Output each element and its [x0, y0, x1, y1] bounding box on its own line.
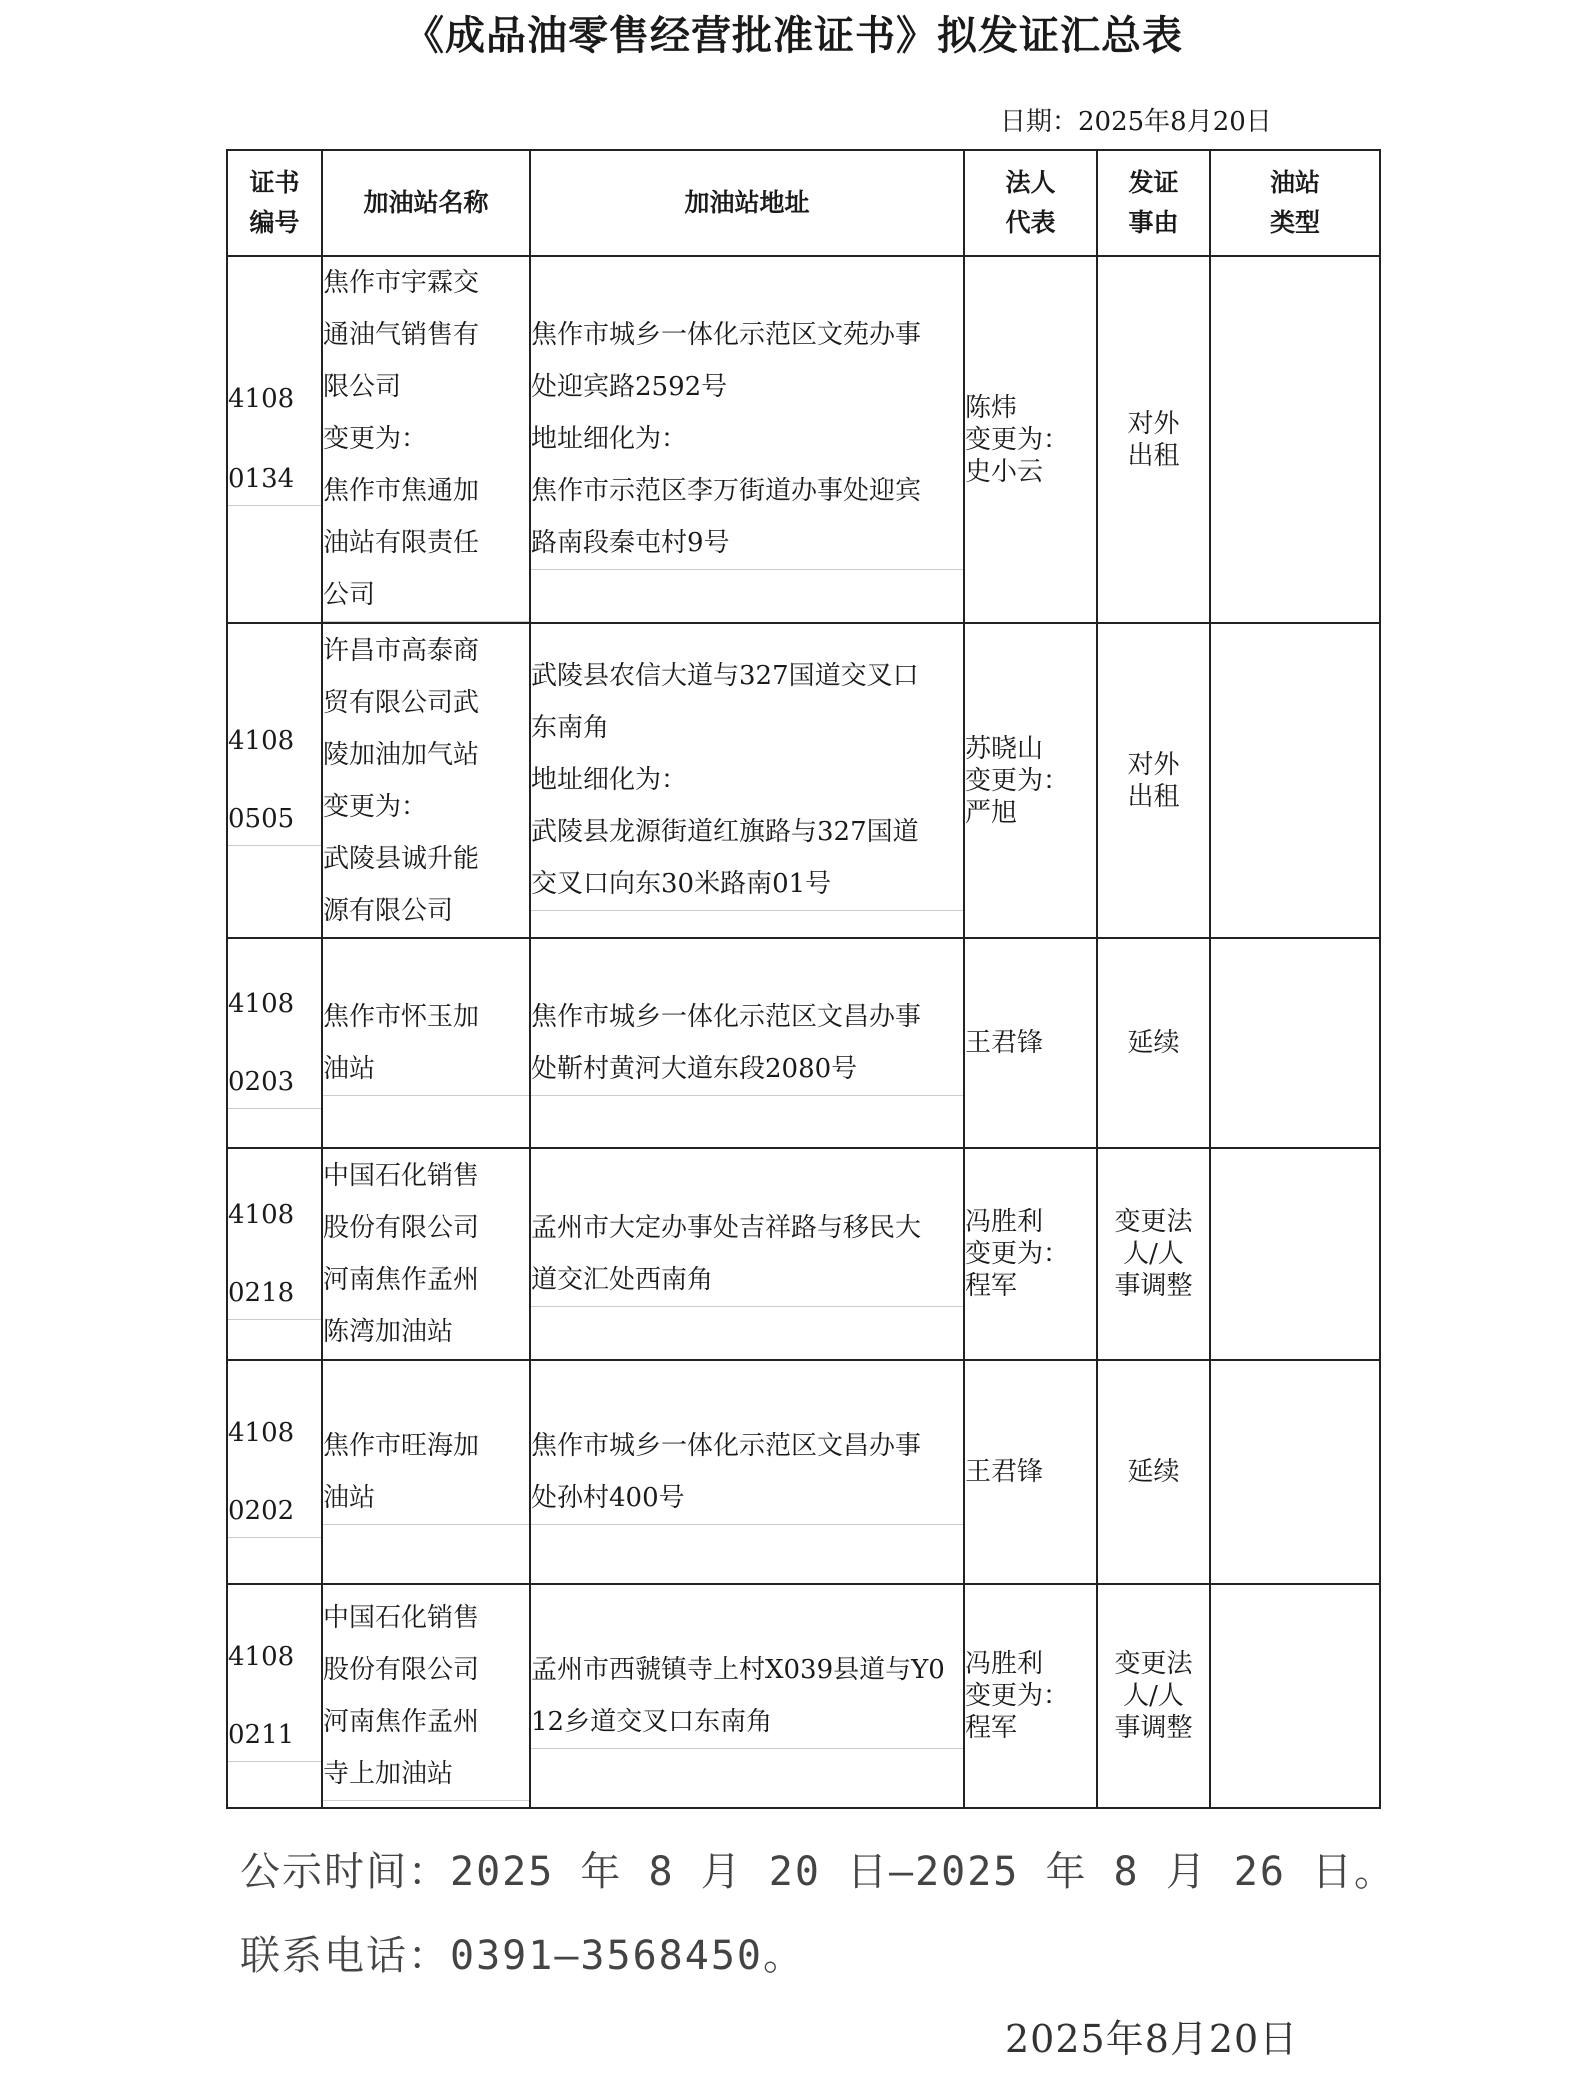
legal-rep-cell: 苏晓山 变更为： 严旭	[964, 623, 1097, 938]
reason-cell: 变更法 人/人 事调整	[1097, 1584, 1210, 1808]
contact-phone-text: 联系电话：0391—3568450。	[240, 1933, 805, 1979]
address-cell: 焦作市城乡一体化示范区文昌办事 处孙村400号	[530, 1360, 964, 1584]
table-row	[227, 623, 1380, 938]
reason-cell: 变更法 人/人 事调整	[1097, 1148, 1210, 1360]
station-type-cell	[1210, 1584, 1380, 1808]
reason-cell: 对外 出租	[1097, 256, 1210, 623]
station-name-cell: 中国石化销售 股份有限公司 河南焦作孟州 陈湾加油站	[322, 1148, 530, 1360]
document-title: 《成品油零售经营批准证书》拟发证汇总表	[404, 13, 1183, 59]
station-type-cell	[1210, 1360, 1380, 1584]
table-row	[227, 1584, 1380, 1808]
reason-cell: 延续	[1097, 938, 1210, 1148]
table-row	[227, 1360, 1380, 1584]
cert-no-cell: 4108 0203	[227, 938, 322, 1148]
legal-rep-cell: 王君锋	[964, 1360, 1097, 1584]
legal-rep-cell: 冯胜利 变更为： 程军	[964, 1584, 1097, 1808]
legal-rep-cell: 王君锋	[964, 938, 1097, 1148]
cert-no-cell: 4108 0505	[227, 623, 322, 938]
address-cell: 孟州市西虢镇寺上村X039县道与Y0 12乡道交叉口东南角	[530, 1584, 964, 1808]
station-name-cell: 焦作市旺海加 油站	[322, 1360, 530, 1584]
header-reason: 发证 事由	[1097, 150, 1210, 256]
signature-date: 2025年8月20日	[1005, 2017, 1299, 2061]
address-cell: 武陵县农信大道与327国道交叉口 东南角 地址细化为： 武陵县龙源街道红旗路与327国道 交叉口向东30米路南01号	[530, 623, 964, 938]
station-name-cell: 焦作市怀玉加 油站	[322, 938, 530, 1148]
cert-no-cell: 4108 0218	[227, 1148, 322, 1360]
document-date: 日期：2025年8月20日	[1000, 107, 1272, 137]
legal-rep-cell: 冯胜利 变更为： 程军	[964, 1148, 1097, 1360]
header-legal-rep: 法人 代表	[964, 150, 1097, 256]
header-address: 加油站地址	[530, 150, 964, 256]
station-type-cell	[1210, 256, 1380, 623]
cert-no-cell: 4108 0211	[227, 1584, 322, 1808]
reason-cell: 延续	[1097, 1360, 1210, 1584]
reason-cell: 对外 出租	[1097, 623, 1210, 938]
station-name-cell: 许昌市高泰商 贸有限公司武 陵加油加气站 变更为： 武陵县诚升能 源有限公司	[322, 623, 530, 938]
table-header-row	[227, 150, 1380, 256]
certificate-table	[226, 149, 1381, 1809]
address-cell: 孟州市大定办事处吉祥路与移民大 道交汇处西南角	[530, 1148, 964, 1360]
table-row	[227, 938, 1380, 1148]
header-station-type: 油站 类型	[1210, 150, 1380, 256]
table-row	[227, 256, 1380, 623]
header-station-name: 加油站名称	[322, 150, 530, 256]
station-name-cell: 中国石化销售 股份有限公司 河南焦作孟州 寺上加油站	[322, 1584, 530, 1808]
header-cert-no: 证书 编号	[227, 150, 322, 256]
station-type-cell	[1210, 1148, 1380, 1360]
legal-rep-cell: 陈炜 变更为： 史小云	[964, 256, 1097, 623]
station-name-cell: 焦作市宇霖交 通油气销售有 限公司 变更为： 焦作市焦通加 油站有限责任 公司	[322, 256, 530, 623]
station-type-cell	[1210, 938, 1380, 1148]
table-row	[227, 1148, 1380, 1360]
station-type-cell	[1210, 623, 1380, 938]
cert-no-cell: 4108 0134	[227, 256, 322, 623]
cert-no-cell: 4108 0202	[227, 1360, 322, 1584]
address-cell: 焦作市城乡一体化示范区文苑办事 处迎宾路2592号 地址细化为： 焦作市示范区李万街道办事处迎宾 路南段秦屯村9号	[530, 256, 964, 623]
notice-period-text: 公示时间：2025 年 8 月 20 日—2025 年 8 月 26 日。	[240, 1849, 1397, 1895]
address-cell: 焦作市城乡一体化示范区文昌办事 处靳村黄河大道东段2080号	[530, 938, 964, 1148]
